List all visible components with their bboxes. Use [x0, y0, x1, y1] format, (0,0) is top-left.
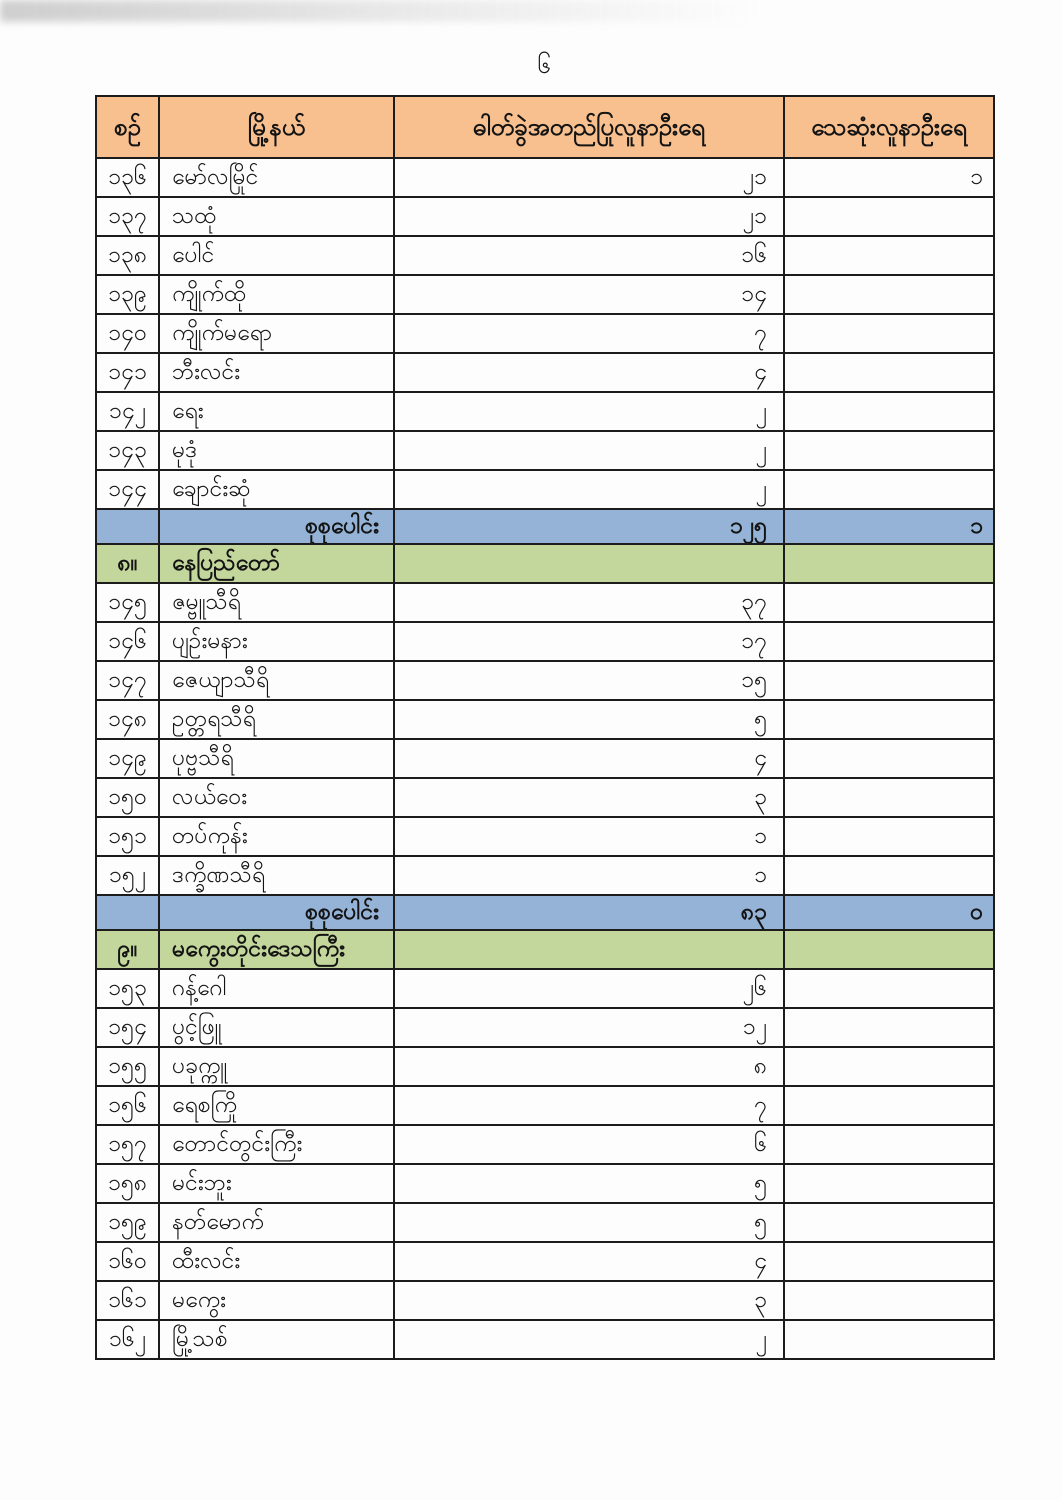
row-serial-cell: ၁၄၁: [96, 353, 159, 392]
table-row: [96, 1242, 994, 1281]
township-name-cell: သထုံ: [159, 197, 394, 236]
township-name-cell: နတ်မောက်: [159, 1203, 394, 1242]
death-count-cell: [784, 739, 994, 778]
row-serial-cell: ၁၆၁: [96, 1281, 159, 1320]
confirmed-count-cell: ၂၁: [394, 158, 784, 197]
confirmed-count-cell: ၃: [394, 778, 784, 817]
confirmed-count-cell: ၂: [394, 392, 784, 431]
table-row: [96, 275, 994, 314]
death-count-cell: [784, 1242, 994, 1281]
table-row: [96, 778, 994, 817]
row-serial-cell: ၁၃၇: [96, 197, 159, 236]
header-death-count: သေဆုံးလူနာဦးရေ: [784, 96, 994, 158]
section-blank-cell: [784, 544, 994, 583]
table-row: [96, 197, 994, 236]
death-count-cell: ၁: [784, 158, 994, 197]
confirmed-count-cell: ၆: [394, 1125, 784, 1164]
header-row: [96, 96, 994, 158]
confirmed-count-cell: ၂: [394, 470, 784, 509]
table-row: [96, 431, 994, 470]
row-serial-cell: ၁၆၀: [96, 1242, 159, 1281]
confirmed-count-cell: ၂: [394, 1320, 784, 1359]
row-serial-cell: ၁၆၂: [96, 1320, 159, 1359]
section-header-row: [96, 930, 994, 969]
row-serial-cell: ၁၅၃: [96, 969, 159, 1008]
confirmed-count-cell: ၂: [394, 431, 784, 470]
row-serial-cell: ၁၄၅: [96, 583, 159, 622]
section-blank-cell: [394, 930, 784, 969]
row-serial-cell: ၁၄၀: [96, 314, 159, 353]
total-row: [96, 509, 994, 544]
confirmed-count-cell: ၁၆: [394, 236, 784, 275]
section-header-row: [96, 544, 994, 583]
total-blank-cell: [96, 509, 159, 544]
table-row: [96, 700, 994, 739]
table-row: [96, 622, 994, 661]
confirmed-count-cell: ၁: [394, 856, 784, 895]
confirmed-count-cell: ၅: [394, 1203, 784, 1242]
death-count-cell: [784, 622, 994, 661]
row-serial-cell: ၁၅၂: [96, 856, 159, 895]
death-count-cell: [784, 392, 994, 431]
table-row: [96, 583, 994, 622]
death-count-cell: [784, 197, 994, 236]
total-death-cell: ၀: [784, 895, 994, 930]
township-name-cell: ဂန့်ဂေါ: [159, 969, 394, 1008]
township-name-cell: ဥတ္တရသီရိ: [159, 700, 394, 739]
death-count-cell: [784, 1086, 994, 1125]
death-count-cell: [784, 431, 994, 470]
township-name-cell: ရေစကြို: [159, 1086, 394, 1125]
table-header: [96, 96, 994, 158]
header-confirmed-count: ဓါတ်ခွဲအတည်ပြုလူနာဦးရေ: [394, 96, 784, 158]
township-name-cell: ဒက္ခိဏသီရိ: [159, 856, 394, 895]
section-blank-cell: [784, 930, 994, 969]
row-serial-cell: ၁၅၄: [96, 1008, 159, 1047]
table-row: [96, 158, 994, 197]
death-count-cell: [784, 1164, 994, 1203]
death-count-cell: [784, 661, 994, 700]
table-row: [96, 314, 994, 353]
death-count-cell: [784, 1008, 994, 1047]
death-count-cell: [784, 275, 994, 314]
confirmed-count-cell: ၇: [394, 314, 784, 353]
township-name-cell: ပခုက္ကူ: [159, 1047, 394, 1086]
section-number-cell: ၈။: [96, 544, 159, 583]
township-name-cell: ပုဗ္ဗသီရိ: [159, 739, 394, 778]
township-name-cell: ဘီးလင်း: [159, 353, 394, 392]
death-count-cell: [784, 353, 994, 392]
table-row: [96, 817, 994, 856]
total-row: [96, 895, 994, 930]
section-number-cell: ၉။: [96, 930, 159, 969]
row-serial-cell: ၁၅၀: [96, 778, 159, 817]
row-serial-cell: ၁၃၉: [96, 275, 159, 314]
table-body: [96, 158, 994, 1359]
table-row: [96, 1008, 994, 1047]
confirmed-count-cell: ၃: [394, 1281, 784, 1320]
confirmed-count-cell: ၃၇: [394, 583, 784, 622]
death-count-cell: [784, 700, 994, 739]
confirmed-count-cell: ၄: [394, 739, 784, 778]
table-row: [96, 470, 994, 509]
death-count-cell: [784, 1203, 994, 1242]
confirmed-count-cell: ၄: [394, 353, 784, 392]
table-row: [96, 1086, 994, 1125]
township-name-cell: မုဒုံ: [159, 431, 394, 470]
row-serial-cell: ၁၅၁: [96, 817, 159, 856]
township-name-cell: တောင်တွင်းကြီး: [159, 1125, 394, 1164]
section-name-cell: မကွေးတိုင်းဒေသကြီး: [159, 930, 394, 969]
death-count-cell: [784, 583, 994, 622]
total-confirmed-cell: ၈၃: [394, 895, 784, 930]
total-label-cell: စုစုပေါင်း: [159, 895, 394, 930]
row-serial-cell: ၁၃၈: [96, 236, 159, 275]
table-row: [96, 1164, 994, 1203]
table-row: [96, 739, 994, 778]
scan-artifact: [0, 0, 760, 22]
confirmed-count-cell: ၁၇: [394, 622, 784, 661]
row-serial-cell: ၁၄၄: [96, 470, 159, 509]
township-name-cell: မကွေး: [159, 1281, 394, 1320]
table-row: [96, 1281, 994, 1320]
death-count-cell: [784, 817, 994, 856]
page-number: ၆: [537, 51, 551, 79]
total-death-cell: ၁: [784, 509, 994, 544]
covid-township-table: [95, 95, 995, 1360]
death-count-cell: [784, 1125, 994, 1164]
township-name-cell: ဇေယျာသီရိ: [159, 661, 394, 700]
table-row: [96, 969, 994, 1008]
confirmed-count-cell: ၅: [394, 1164, 784, 1203]
total-blank-cell: [96, 895, 159, 930]
township-name-cell: မင်းဘူး: [159, 1164, 394, 1203]
death-count-cell: [784, 314, 994, 353]
row-serial-cell: ၁၄၆: [96, 622, 159, 661]
row-serial-cell: ၁၅၈: [96, 1164, 159, 1203]
township-name-cell: ပျဉ်းမနား: [159, 622, 394, 661]
township-name-cell: ချောင်းဆုံ: [159, 470, 394, 509]
row-serial-cell: ၁၅၅: [96, 1047, 159, 1086]
township-name-cell: တပ်ကုန်း: [159, 817, 394, 856]
table-row: [96, 236, 994, 275]
section-name-cell: နေပြည်တော်: [159, 544, 394, 583]
row-serial-cell: ၁၄၈: [96, 700, 159, 739]
header-serial: စဉ်: [96, 96, 159, 158]
township-name-cell: ပေါင်: [159, 236, 394, 275]
table-row: [96, 1125, 994, 1164]
township-name-cell: ပွင့်ဖြူ: [159, 1008, 394, 1047]
death-count-cell: [784, 969, 994, 1008]
row-serial-cell: ၁၄၃: [96, 431, 159, 470]
township-name-cell: ကျိုက်မရော: [159, 314, 394, 353]
table-row: [96, 661, 994, 700]
death-count-cell: [784, 856, 994, 895]
township-name-cell: မြို့သစ်: [159, 1320, 394, 1359]
confirmed-count-cell: ၄: [394, 1242, 784, 1281]
township-name-cell: ကျိုက်ထို: [159, 275, 394, 314]
table-row: [96, 353, 994, 392]
confirmed-count-cell: ၇: [394, 1086, 784, 1125]
death-count-cell: [784, 778, 994, 817]
confirmed-count-cell: ၁၅: [394, 661, 784, 700]
row-serial-cell: ၁၄၂: [96, 392, 159, 431]
township-name-cell: လယ်ဝေး: [159, 778, 394, 817]
row-serial-cell: ၁၅၇: [96, 1125, 159, 1164]
table-row: [96, 1047, 994, 1086]
death-count-cell: [784, 470, 994, 509]
township-name-cell: မော်လမြိုင်: [159, 158, 394, 197]
row-serial-cell: ၁၄၇: [96, 661, 159, 700]
death-count-cell: [784, 1047, 994, 1086]
row-serial-cell: ၁၄၉: [96, 739, 159, 778]
table-row: [96, 392, 994, 431]
confirmed-count-cell: ၁၄: [394, 275, 784, 314]
death-count-cell: [784, 1320, 994, 1359]
table-row: [96, 856, 994, 895]
confirmed-count-cell: ၅: [394, 700, 784, 739]
confirmed-count-cell: ၂၆: [394, 969, 784, 1008]
township-name-cell: ဇမ္ဗူသီရိ: [159, 583, 394, 622]
death-count-cell: [784, 1281, 994, 1320]
row-serial-cell: ၁၅၉: [96, 1203, 159, 1242]
total-label-cell: စုစုပေါင်း: [159, 509, 394, 544]
total-confirmed-cell: ၁၂၅: [394, 509, 784, 544]
header-township: မြို့နယ်: [159, 96, 394, 158]
confirmed-count-cell: ၁၂: [394, 1008, 784, 1047]
township-name-cell: ထီးလင်း: [159, 1242, 394, 1281]
township-name-cell: ရေး: [159, 392, 394, 431]
confirmed-count-cell: ၂၁: [394, 197, 784, 236]
confirmed-count-cell: ၁: [394, 817, 784, 856]
row-serial-cell: ၁၃၆: [96, 158, 159, 197]
confirmed-count-cell: ၈: [394, 1047, 784, 1086]
section-blank-cell: [394, 544, 784, 583]
row-serial-cell: ၁၅၆: [96, 1086, 159, 1125]
table-row: [96, 1320, 994, 1359]
table-row: [96, 1203, 994, 1242]
death-count-cell: [784, 236, 994, 275]
